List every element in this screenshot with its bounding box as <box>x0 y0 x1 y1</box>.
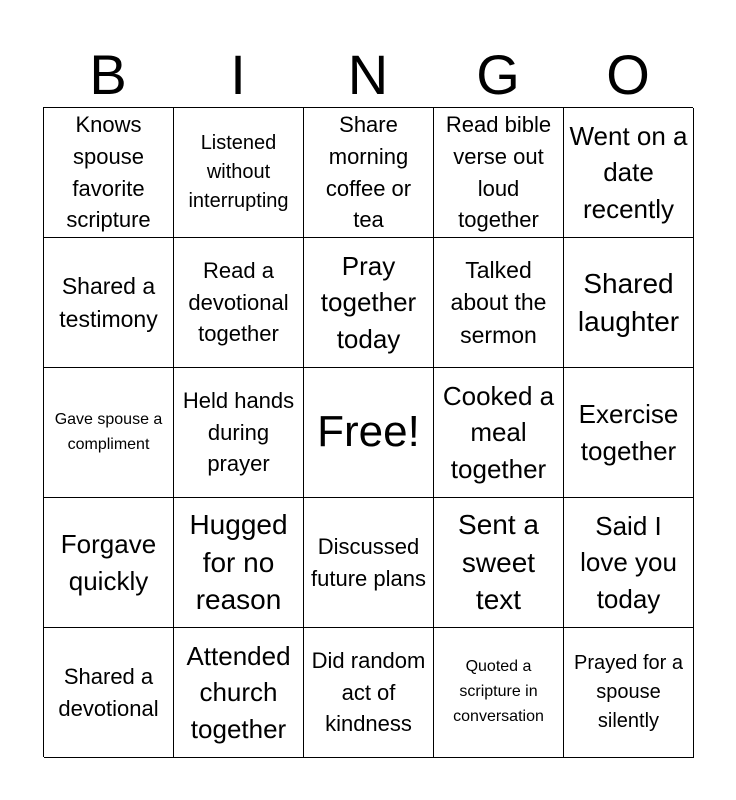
bingo-cell[interactable] <box>564 498 694 628</box>
free-space[interactable] <box>304 368 434 498</box>
bingo-cell[interactable] <box>44 498 174 628</box>
cell-text: Said I love you today <box>580 510 677 614</box>
cell-text: Shared a testimony <box>59 273 158 332</box>
header-letter-i: I <box>230 43 246 106</box>
bingo-cell[interactable] <box>174 498 304 628</box>
cell-text: Talked about the sermon <box>450 257 547 348</box>
bingo-cell[interactable] <box>44 368 174 498</box>
cell-text: Shared a devotional <box>58 663 159 721</box>
cell-text: Attended church together <box>186 640 291 744</box>
cell-text: Share morning coffee or tea <box>325 111 412 233</box>
header-letter-n: N <box>347 43 389 106</box>
header-letter-g: G <box>476 43 520 106</box>
bingo-cell[interactable] <box>564 238 694 368</box>
bingo-cell[interactable] <box>44 628 174 758</box>
bingo-cell[interactable] <box>434 108 564 238</box>
bingo-cell[interactable] <box>174 108 304 238</box>
header-letter-b: B <box>89 43 127 106</box>
cell-text: Quoted a scripture in conversation <box>453 658 544 725</box>
bingo-cell[interactable] <box>304 498 434 628</box>
bingo-cell[interactable] <box>304 238 434 368</box>
cell-text: Forgave quickly <box>60 529 157 596</box>
bingo-cell[interactable] <box>304 108 434 238</box>
cell-text: Gave spouse a compliment <box>54 410 163 453</box>
bingo-cell[interactable] <box>434 368 564 498</box>
bingo-cell[interactable] <box>174 238 304 368</box>
cell-text: Exercise together <box>578 399 679 466</box>
cell-text: Held hands during prayer <box>182 387 295 477</box>
cell-text: Shared laughter <box>577 267 680 337</box>
cell-text: Prayed for a spouse silently <box>574 652 683 732</box>
cell-text: Went on a date recently <box>569 120 688 224</box>
cell-text: Hugged for no reason <box>189 508 288 616</box>
cell-text: Listened without interrupting <box>188 132 289 212</box>
bingo-cell[interactable] <box>44 238 174 368</box>
bingo-header <box>43 42 693 108</box>
bingo-cell[interactable] <box>44 108 174 238</box>
cell-text: Sent a sweet text <box>458 508 539 616</box>
cell-text: Discussed future plans <box>311 533 426 591</box>
cell-text: Knows spouse favorite scripture <box>66 111 151 233</box>
bingo-cell[interactable] <box>564 628 694 758</box>
bingo-cell[interactable] <box>304 628 434 758</box>
bingo-cell[interactable] <box>174 628 304 758</box>
cell-text: Did random act of kindness <box>311 647 426 737</box>
bingo-cell[interactable] <box>434 238 564 368</box>
cell-text: Cooked a meal together <box>442 380 555 484</box>
header-letter-o: O <box>606 43 650 106</box>
free-space-label: Free! <box>317 407 420 457</box>
bingo-cell[interactable] <box>174 368 304 498</box>
bingo-cell[interactable] <box>564 108 694 238</box>
cell-text: Read a devotional together <box>188 257 289 347</box>
bingo-cell[interactable] <box>434 498 564 628</box>
bingo-cell[interactable] <box>564 368 694 498</box>
cell-text: Pray together today <box>320 250 417 354</box>
bingo-cell[interactable] <box>434 628 564 758</box>
cell-text: Read bible verse out loud together <box>445 111 552 233</box>
bingo-board <box>43 107 693 757</box>
